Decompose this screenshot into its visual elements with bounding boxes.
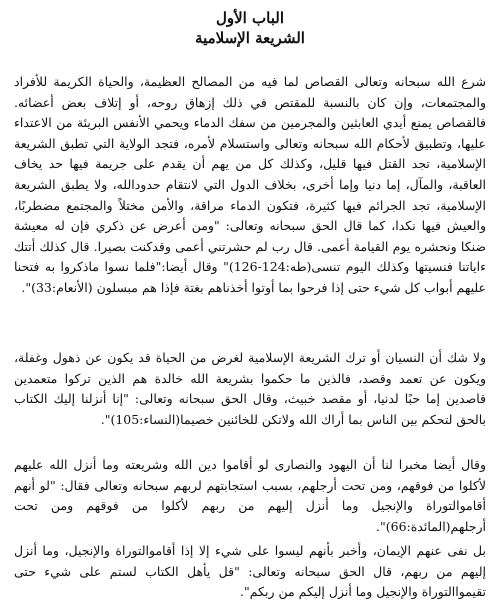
chapter-title: الباب الأول bbox=[215, 9, 285, 27]
body-paragraph: شرع الله سبحانه وتعالى القصاص لما فيه من المصالح العظيمة، والحياة الكريمة للأفراد والمجتمعات، وإن كان بالنسبة للمقتص في ذلك إزهاق روحه، أو إتلاف بعض أعضائه. فالقصاص يمنع أيدي العابثين والمجرمين من سفك الدماء ويحمي الأنفس البريئة من الاعتداء عليها، وتطبيق لأحكام الله سبحانه وتعالى واستسلام لأمره، فتجد الولاية التي تطبق الشريعة الإسلامية، تجد القتل فيها قليل، وكذلك كل من يهم أن يقدم على جريمة فيها حد يخاف العاقبة، والمآل، إما دنيا وإما أخرى، بخلاف الدول التي لانتقام حدودالله، ولا يطبق الشريعة الإسلامية، تجد الجرائم فيها كثيرة، فتكون الدماء مراقة، والأمن مختلاً والمجتمع مضطربًا، والعيش فيها نكدا، كما قال الحق سبحانه وتعالى: "ومن أعرض عن ذكري فإن له معيشة ضنكا ونحشره يوم القيامة أعمى. قال رب لم حشرتني أعمى وقدكنت بصيرا. قال كذلك أتتك ءاياتنا فنسيتها وكذلك اليوم تنسى(طه:124-126)" وقال أيضا:"فلما نسوا ماذكروا به فتحنا عليهم أبواب كل شيء حتى إذا فرحوا بما أوتوا أخذناهم بغتة فإذا هم مبسلون (الأنعام:33)". bbox=[14, 74, 486, 295]
chapter-subtitle: الشريعة الإسلامية bbox=[195, 29, 305, 47]
body-paragraph: ولا شك أن النسيان أو ترك الشريعة الإسلامية لغرض من الحياة قد يكون عن ذهول وغفلة، ويكون عن تعمد وقصد، فالذين ما حكموا بشريعة الله خالدة هم الذين تركوا متعمدين قاصدين إما حبًا لدنيا، أو مقصد خبيث، وقال الحق سبحانه وتعالى: "إنا أنزلنا إليك الكتاب بالحق لتحكم بين الناس بما أراك الله ولاتكن للخائنين خصيما(النساء:105)". bbox=[14, 350, 486, 427]
body-paragraph: بل نفى عنهم الإيمان، وأخبر بأنهم ليسوا على شيء إلا إذا أقاموالتوراة والإنجيل، وما أنزل إليهم من ربهم، قال الحق سبحانه وتعالى: "قل يأهل الكتاب لستم على شيء حتى تقيمواالتوراة والإنجيل وما أنزل إليكم من ربكم". bbox=[14, 543, 486, 600]
body-paragraph: وقال أيضا مخبرا لنا أن اليهود والنصارى لو أقاموا دين الله وشريعته وما أنزل الله عليهم لأكلوا من فوقهم، ومن تحت أرجلهم، بسبب استجابتهم لربهم سبحانه وتعالى فقال: "لو أنهم أقاموالتوراة والإنجيل وما أنزل إليهم من ربهم لأكلوا من فوقهم ومن تحت أرجلهم(المائدة:66)". bbox=[14, 457, 486, 534]
